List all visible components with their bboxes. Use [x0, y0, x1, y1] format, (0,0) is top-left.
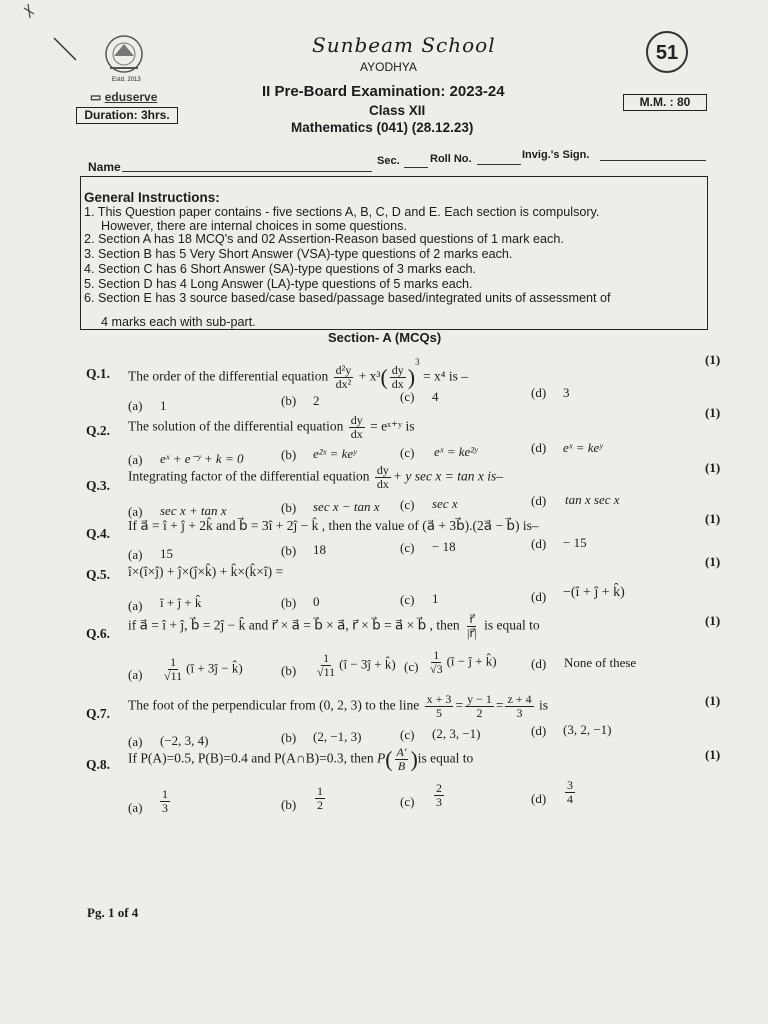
- q4-opt-a-label: (a): [128, 547, 143, 562]
- q2-opt-a: eˣ + e⁻ʸ + k = 0: [160, 451, 244, 466]
- name-label: Name: [88, 160, 121, 174]
- q8-opt-b-label: (b): [281, 797, 297, 812]
- section-a-title: Section- A (MCQs): [328, 330, 442, 345]
- exam-title: II Pre-Board Examination: 2023-24: [262, 83, 505, 100]
- q7-number: Q.7.: [86, 706, 111, 721]
- q6-text: if a⃗ = î + ĵ, b⃗ = 2ĵ − k̂ and r⃗ × a⃗ = b⃗ × a⃗, r⃗ × b⃗ = a⃗ × b⃗ , then $\frac{r⃗}{|r⃗|}$ is equal to: [128, 612, 540, 640]
- q5-opt-c: 1: [432, 591, 439, 606]
- q7-frac-z: $\frac{z + 4}{3}$: [507, 692, 532, 720]
- q5-text: î×(î×ĵ) + ĵ×(ĵ×k̂) + k̂×(k̂×î) =: [128, 564, 284, 579]
- book-icon: ▭: [90, 90, 102, 104]
- q2-marks: (1): [705, 405, 721, 420]
- q7-opt-d-label: (d): [531, 723, 547, 738]
- q5-number: Q.5.: [86, 567, 111, 582]
- q4-opt-b: 18: [313, 542, 326, 557]
- q5-opt-d-label: (d): [531, 589, 547, 604]
- q7-frac-y: $\frac{y - 1}{2}$: [467, 692, 492, 720]
- q1-opt-b: 2: [313, 393, 320, 408]
- instruction-3: 3. Section B has 5 Very Short Answer (VSA)-type questions of 2 marks each.: [84, 247, 513, 261]
- q8-opt-c: $\frac{2}{3}$: [436, 781, 442, 809]
- q3-opt-d: tan x sec x: [565, 492, 620, 507]
- sec-line: [404, 167, 428, 168]
- name-line: [122, 171, 372, 172]
- q3-opt-d-label: (d): [531, 493, 547, 508]
- q4-opt-b-label: (b): [281, 543, 297, 558]
- q6-opt-c: $\frac{1}{√3}$ (î − ĵ + k̂): [430, 648, 497, 676]
- subject-label: Mathematics (041) (28.12.23): [291, 120, 474, 135]
- roll-label: Roll No.: [430, 153, 472, 165]
- instruction-4: 4. Section C has 6 Short Answer (SA)-type questions of 3 marks each.: [84, 262, 476, 276]
- q1-d2y-dx2: $\frac{\text{d²y}}{\text{dx²}}$: [335, 363, 352, 391]
- q2-opt-b: e²ˣ = keʸ: [313, 446, 357, 461]
- q1-opt-c: 4: [432, 389, 439, 404]
- q2-opt-d-label: (d): [531, 440, 547, 455]
- q8-marks: (1): [705, 747, 721, 762]
- q4-number: Q.4.: [86, 526, 111, 541]
- q1-text: The order of the differential equation $\frac{\text{d²y}}{\text{dx²}}$ + x³( $\frac{dy}{dx}$ )$^3$ = x⁴ is –: [128, 357, 468, 391]
- q3-opt-c-label: (c): [400, 497, 415, 512]
- q5-opt-a-label: (a): [128, 598, 143, 613]
- q7-opt-a: (−2, 3, 4): [160, 733, 209, 748]
- q8-opt-d-label: (d): [531, 791, 547, 806]
- q2-opt-d: eˣ = keʸ: [563, 440, 603, 455]
- q2-opt-a-label: (a): [128, 452, 143, 467]
- q1-number: Q.1.: [86, 366, 111, 381]
- q1-dy-dx: $\frac{dy}{dx}$: [391, 363, 404, 391]
- q4-opt-d-label: (d): [531, 536, 547, 551]
- q5-opt-b: 0: [313, 594, 320, 609]
- q8-opt-c-label: (c): [400, 794, 415, 809]
- pen-mark-icon: [20, 0, 80, 70]
- q3-opt-b-label: (b): [281, 500, 297, 515]
- q1-opt-a-label: (a): [128, 398, 143, 413]
- q6-r-over-modr: $\frac{r⃗}{|r⃗|}$: [466, 612, 477, 640]
- q8-opt-b: $\frac{1}{2}$: [317, 784, 323, 812]
- q3-opt-b: sec x − tan x: [313, 499, 380, 514]
- q1-opt-c-label: (c): [400, 389, 415, 404]
- roll-line: [477, 164, 521, 165]
- anniversary-badge-icon: [645, 30, 689, 76]
- q7-marks: (1): [705, 693, 721, 708]
- q2-number: Q.2.: [86, 423, 111, 438]
- q6-opt-c-label: (c): [404, 659, 419, 674]
- q6-opt-a-label: (a): [128, 667, 143, 682]
- school-name: Sunbeam School: [312, 33, 496, 57]
- q7-opt-b-label: (b): [281, 730, 297, 745]
- q6-opt-b: $\frac{1}{√11}$ (î − 3ĵ + k̂): [317, 651, 396, 679]
- q7-frac-x: $\frac{x + 3}{5}$: [426, 692, 452, 720]
- q5-marks: (1): [705, 554, 721, 569]
- page-number: Pg. 1 of 4: [87, 905, 139, 920]
- logo-est: Estd. 2013: [112, 77, 141, 83]
- instruction-6b: 4 marks each with sub-part.: [101, 315, 256, 329]
- invig-line: [600, 160, 706, 161]
- q7-text: The foot of the perpendicular from (0, 2, 3) to the line $\frac{x + 3}{5}$ = $\frac{y - 1}{2}$ = $\frac{z + 4}{3}$ is: [128, 692, 548, 720]
- q1-opt-d: 3: [563, 385, 570, 400]
- q8-text: If P(A)=0.5, P(B)=0.4 and P(A∩B)=0.3, then P( $\frac{A'}{B}$ )is equal to: [128, 745, 474, 773]
- q7-opt-c-label: (c): [400, 727, 415, 742]
- max-marks-box: M.M. : 80: [623, 94, 707, 111]
- q3-text: Integrating factor of the differential equation $\frac{dy}{dx}$ + y sec x = tan x is–: [128, 463, 503, 491]
- q6-opt-d-label: (d): [531, 656, 547, 671]
- q3-opt-c: sec x: [432, 496, 458, 511]
- q2-dy-dx: $\frac{dy}{dx}$: [350, 413, 363, 441]
- q5-opt-a: î + ĵ + k̂: [160, 595, 202, 610]
- instruction-2: 2. Section A has 18 MCQ's and 02 Assertion-Reason based questions of 1 mark each.: [84, 232, 564, 246]
- q7-opt-b: (2, −1, 3): [313, 729, 362, 744]
- q6-opt-a: $\frac{1}{√11}$ (î + 3ĵ − k̂): [164, 655, 243, 683]
- q7-opt-d: (3, 2, −1): [563, 722, 612, 737]
- badge-number: 51: [655, 42, 679, 64]
- q3-marks: (1): [705, 460, 721, 475]
- class-label: Class XII: [369, 103, 426, 118]
- q4-opt-c: − 18: [432, 539, 456, 554]
- instruction-1: 1. This Question paper contains - five sections A, B, C, D and E. Each section is compulsory.: [84, 205, 600, 219]
- eduserve-logo: ▭ eduserve: [90, 90, 158, 104]
- q7-opt-a-label: (a): [128, 734, 143, 749]
- q8-number: Q.8.: [86, 757, 111, 772]
- q1-opt-a: 1: [160, 398, 167, 413]
- q4-opt-a: 15: [160, 546, 173, 561]
- q2-opt-c-label: (c): [400, 445, 415, 460]
- q7-opt-c: (2, 3, −1): [432, 726, 481, 741]
- q8-a-over-b: $\frac{A'}{B}$: [396, 745, 407, 773]
- q3-opt-a: sec x + tan x: [160, 503, 227, 518]
- q3-dy-dx: $\frac{dy}{dx}$: [376, 463, 389, 491]
- q5-opt-c-label: (c): [400, 592, 415, 607]
- q1-marks: (1): [705, 352, 721, 367]
- school-logo-icon: [102, 34, 146, 76]
- q4-marks: (1): [705, 511, 721, 526]
- q4-opt-c-label: (c): [400, 540, 415, 555]
- q6-number: Q.6.: [86, 626, 111, 641]
- q8-opt-a-label: (a): [128, 800, 143, 815]
- q2-opt-b-label: (b): [281, 447, 297, 462]
- q3-opt-a-label: (a): [128, 504, 143, 519]
- q1-opt-d-label: (d): [531, 385, 547, 400]
- q8-opt-d: $\frac{3}{4}$: [567, 778, 573, 806]
- instruction-6: 6. Section E has 3 source based/case based/passage based/integrated units of assessment of: [84, 291, 611, 305]
- q4-opt-d: − 15: [563, 535, 587, 550]
- school-location: AYODHYA: [360, 60, 417, 74]
- sec-label: Sec.: [377, 155, 400, 167]
- instruction-5: 5. Section D has 4 Long Answer (LA)-type questions of 5 marks each.: [84, 277, 473, 291]
- q2-text: The solution of the differential equation $\frac{dy}{dx}$ = eˣ⁺ʸ is: [128, 413, 415, 441]
- instruction-1b: However, there are internal choices in some questions.: [101, 219, 407, 233]
- q1-opt-b-label: (b): [281, 393, 297, 408]
- q5-opt-d: −(î + ĵ + k̂): [563, 585, 625, 600]
- q4-text: If a⃗ = î + ĵ + 2k̂ and b⃗ = 3î + 2ĵ − k̂ , then the value of (a⃗ + 3b⃗).(2a⃗ − b⃗) is–: [128, 518, 539, 533]
- q8-opt-a: $\frac{1}{3}$: [162, 787, 168, 815]
- instructions-title: General Instructions:: [84, 190, 220, 205]
- q2-opt-c: eˣ = ke²ʸ: [434, 444, 478, 459]
- duration-box: Duration: 3hrs.: [76, 107, 178, 124]
- q6-opt-b-label: (b): [281, 663, 297, 678]
- q6-opt-d: None of these: [564, 655, 637, 670]
- q6-marks: (1): [705, 613, 721, 628]
- invig-label: Invig.'s Sign.: [522, 149, 590, 161]
- q3-number: Q.3.: [86, 478, 111, 493]
- q5-opt-b-label: (b): [281, 595, 297, 610]
